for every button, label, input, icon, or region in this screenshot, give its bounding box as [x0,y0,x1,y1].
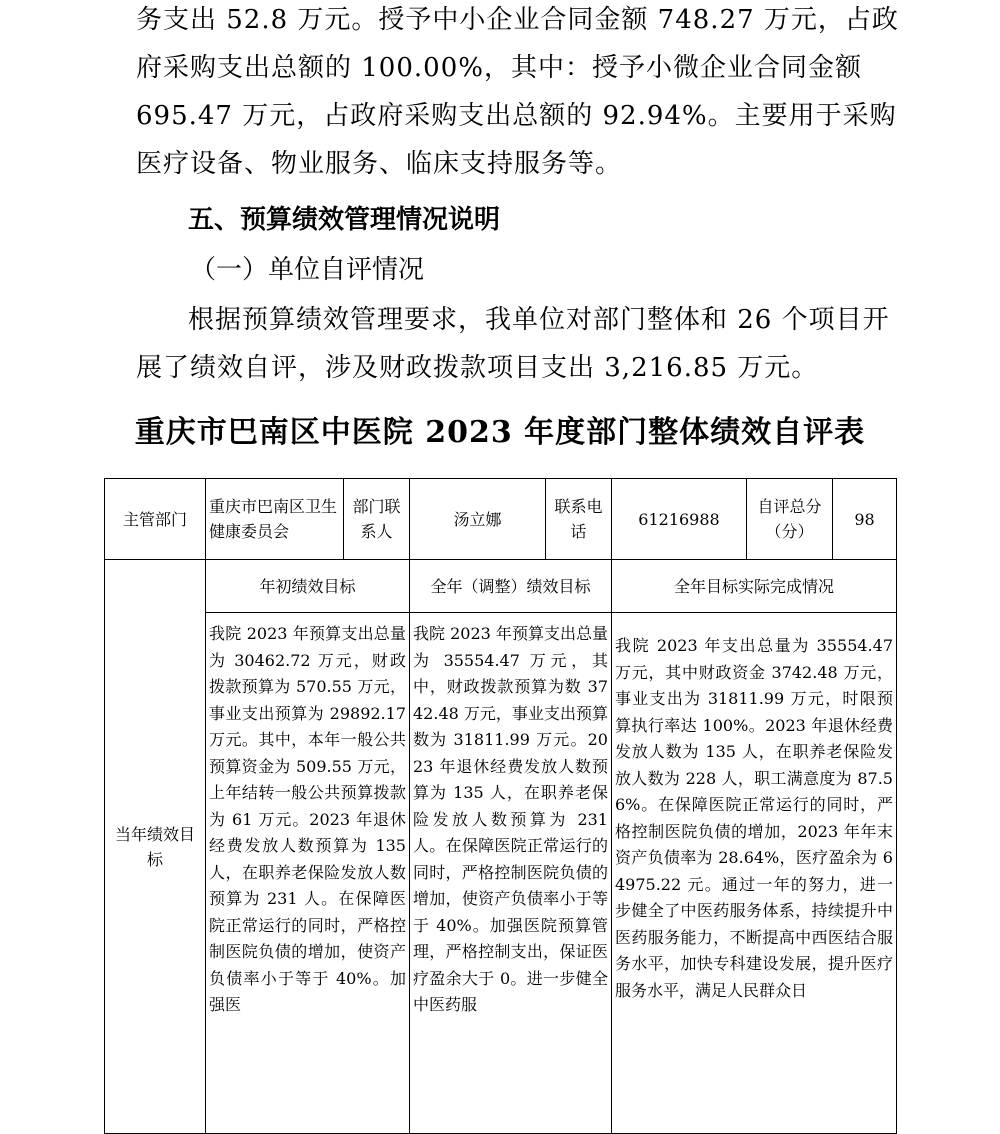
actual-result-header-cell: 全年目标实际完成情况 [612,560,897,613]
section-heading: 五、预算绩效管理情况说明 [188,205,501,235]
actual-result-text-cell: 我院 2023 年支出总量为 35554.47 万元，其中财政资金 3742.48 万元，事业支出为 31811.99 万元，时限预算执行率达 100%。2023 年退休经费发放人数为 135 人，在职养老保险发放人数为 228 人，职工满意度为 87.56%。在保障医院正常运行的同时，严格控制医院负债的增加，2023 年年末资产负债率为 28.64%，医疗盈余为 64975.22 元。通过一年的努力，进一步健全了中医药服务体系，持续提升中医药服务能力，不断提高中西医结合服务水平，加快专科建设发展，提升医疗服务水平，满足人民群众日 [612,613,897,1134]
self-evaluation-paragraph: 根据预算绩效管理要求，我单位对部门整体和 26 个项目开展了绩效自评，涉及财政拨款项目支出 3,216.85 万元。 [136,305,890,383]
goals-subheader-row [105,560,897,613]
procurement-paragraph: 务支出 52.8 万元。授予中小企业合同金额 748.27 万元，占政府采购支出总额的 100.00%，其中：授予小微企业合同金额 695.47 万元，占政府采购支出总额的 92.94%。主要用于采购医疗设备、物业服务、临床支持服务等。 [136,5,899,179]
goals-body-row [105,613,897,1134]
initial-goal-text-cell: 我院 2023 年预算支出总量为 30462.72 万元，财政拨款预算为 570.55 万元，事业支出预算为 29892.17 万元。其中，本年一般公共预算资金为 509.55 万元，上年结转一般公共预算拨款为 61 万元。2023 年退休经费发放人数预算为 135 人，在职养老保险发放人数预算为 231 人。在保障医院正常运行的同时，严格控制医院负债的增加，使资产负债率小于等于 40%。加强医 [206,613,410,1134]
goals-row-label-cell: 当年绩效目标 [105,560,206,1134]
phone-label-cell: 联系电话 [546,479,612,560]
contact-label-cell: 部门联系人 [344,479,410,560]
initial-goal-header-cell: 年初绩效目标 [206,560,410,613]
score-value-cell: 98 [833,479,897,560]
dept-value-cell: 重庆市巴南区卫生健康委员会 [206,479,344,560]
adjusted-goal-header-cell: 全年（调整）绩效目标 [410,560,612,613]
contact-value-cell: 汤立娜 [410,479,546,560]
dept-label-cell: 主管部门 [105,479,206,560]
adjusted-goal-text-cell: 我院 2023 年预算支出总量为 35554.47 万元，其中，财政拨款预算为数 3742.48 万元，事业支出预算数为 31811.99 万元。2023 年退休经费发放人数预算为 135 人，在职养老保险发放人数预算为 231 人。在保障医院正常运行的同时，严格控制医院负债的增加，使资产负债率小于等于 40%。加强医院预算管理，严格控制支出，保证医疗盈余大于 0。进一步健全中医药服 [410,613,612,1134]
table-title: 重庆市巴南区中医院 2023 年度部门整体绩效自评表 [134,415,866,450]
subsection-heading: （一）单位自评情况 [190,255,425,285]
evaluation-table [104,478,897,1134]
phone-value-cell: 61216988 [612,479,747,560]
table-header-row [105,479,897,560]
score-label-cell: 自评总分（分） [747,479,833,560]
